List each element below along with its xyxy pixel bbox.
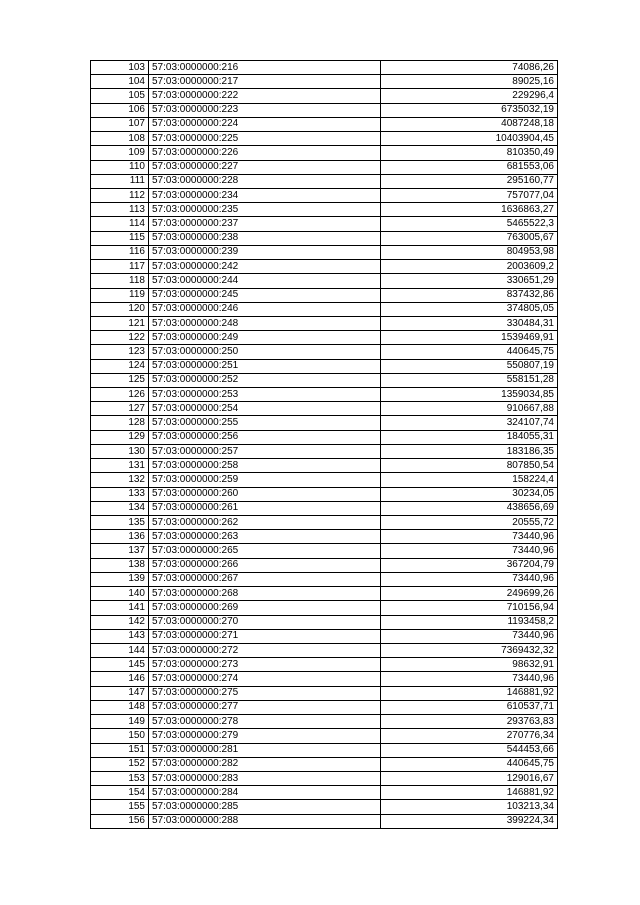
row-number-cell: 145: [91, 658, 149, 672]
cadastral-number-cell: 57:03:0000000:228: [149, 174, 381, 188]
table-row: [91, 402, 558, 416]
table-row: [91, 729, 558, 743]
table-row: [91, 487, 558, 501]
table-row: [91, 601, 558, 615]
row-number-cell: 150: [91, 729, 149, 743]
row-number-cell: 143: [91, 629, 149, 643]
cadastral-number-cell: 57:03:0000000:285: [149, 800, 381, 814]
cadastral-number-cell: 57:03:0000000:279: [149, 729, 381, 743]
row-number-cell: 131: [91, 459, 149, 473]
table-row: [91, 800, 558, 814]
row-number-cell: 119: [91, 288, 149, 302]
row-number-cell: 136: [91, 530, 149, 544]
row-number-cell: 140: [91, 587, 149, 601]
cadastral-number-cell: 57:03:0000000:234: [149, 188, 381, 202]
row-number-cell: 133: [91, 487, 149, 501]
value-cell: 184055,31: [381, 430, 558, 444]
table-row: [91, 672, 558, 686]
value-cell: 550807,19: [381, 359, 558, 373]
value-cell: 763005,67: [381, 231, 558, 245]
row-number-cell: 135: [91, 516, 149, 530]
row-number-cell: 116: [91, 245, 149, 259]
row-number-cell: 111: [91, 174, 149, 188]
cadastral-number-cell: 57:03:0000000:278: [149, 715, 381, 729]
value-cell: 293763,83: [381, 715, 558, 729]
value-cell: 330484,31: [381, 316, 558, 330]
value-cell: 146881,92: [381, 686, 558, 700]
row-number-cell: 121: [91, 316, 149, 330]
table-row: [91, 89, 558, 103]
row-number-cell: 149: [91, 715, 149, 729]
value-cell: 249699,26: [381, 587, 558, 601]
table-row: [91, 544, 558, 558]
cadastral-number-cell: 57:03:0000000:270: [149, 615, 381, 629]
cadastral-number-cell: 57:03:0000000:261: [149, 501, 381, 515]
table-row: [91, 359, 558, 373]
table-row: [91, 288, 558, 302]
value-cell: 73440,96: [381, 530, 558, 544]
value-cell: 73440,96: [381, 544, 558, 558]
cadastral-number-cell: 57:03:0000000:248: [149, 316, 381, 330]
value-cell: 7369432,32: [381, 643, 558, 657]
value-cell: 810350,49: [381, 146, 558, 160]
cadastral-number-cell: 57:03:0000000:242: [149, 260, 381, 274]
table-row: [91, 174, 558, 188]
row-number-cell: 105: [91, 89, 149, 103]
table-row: [91, 61, 558, 75]
table-row: [91, 643, 558, 657]
table-row: [91, 459, 558, 473]
cadastral-number-cell: 57:03:0000000:227: [149, 160, 381, 174]
value-cell: 4087248,18: [381, 117, 558, 131]
value-cell: 399224,34: [381, 814, 558, 828]
row-number-cell: 142: [91, 615, 149, 629]
value-cell: 98632,91: [381, 658, 558, 672]
table-row: [91, 416, 558, 430]
cadastral-number-cell: 57:03:0000000:216: [149, 61, 381, 75]
row-number-cell: 155: [91, 800, 149, 814]
value-cell: 910667,88: [381, 402, 558, 416]
row-number-cell: 106: [91, 103, 149, 117]
table-row: [91, 814, 558, 828]
row-number-cell: 107: [91, 117, 149, 131]
row-number-cell: 137: [91, 544, 149, 558]
row-number-cell: 147: [91, 686, 149, 700]
cadastral-number-cell: 57:03:0000000:275: [149, 686, 381, 700]
table-row: [91, 558, 558, 572]
value-cell: 229296,4: [381, 89, 558, 103]
value-cell: 30234,05: [381, 487, 558, 501]
value-cell: 440645,75: [381, 757, 558, 771]
row-number-cell: 110: [91, 160, 149, 174]
table-row: [91, 686, 558, 700]
cadastral-number-cell: 57:03:0000000:273: [149, 658, 381, 672]
cadastral-number-cell: 57:03:0000000:238: [149, 231, 381, 245]
cadastral-number-cell: 57:03:0000000:253: [149, 388, 381, 402]
table-row: [91, 430, 558, 444]
value-cell: 20555,72: [381, 516, 558, 530]
table-row: [91, 373, 558, 387]
table-row: [91, 743, 558, 757]
value-cell: 757077,04: [381, 188, 558, 202]
row-number-cell: 156: [91, 814, 149, 828]
value-cell: 710156,94: [381, 601, 558, 615]
value-cell: 129016,67: [381, 771, 558, 785]
value-cell: 807850,54: [381, 459, 558, 473]
cadastral-number-cell: 57:03:0000000:246: [149, 302, 381, 316]
cadastral-value-table: [90, 60, 558, 829]
row-number-cell: 123: [91, 345, 149, 359]
value-cell: 367204,79: [381, 558, 558, 572]
row-number-cell: 112: [91, 188, 149, 202]
cadastral-number-cell: 57:03:0000000:288: [149, 814, 381, 828]
table-row: [91, 103, 558, 117]
cadastral-number-cell: 57:03:0000000:254: [149, 402, 381, 416]
row-number-cell: 125: [91, 373, 149, 387]
value-cell: 330651,29: [381, 274, 558, 288]
value-cell: 5465522,3: [381, 217, 558, 231]
row-number-cell: 104: [91, 75, 149, 89]
table-row: [91, 757, 558, 771]
value-cell: 324107,74: [381, 416, 558, 430]
table-row: [91, 473, 558, 487]
table-row: [91, 245, 558, 259]
value-cell: 374805,05: [381, 302, 558, 316]
table-row: [91, 501, 558, 515]
value-cell: 558151,28: [381, 373, 558, 387]
table-row: [91, 316, 558, 330]
cadastral-number-cell: 57:03:0000000:224: [149, 117, 381, 131]
value-cell: 438656,69: [381, 501, 558, 515]
row-number-cell: 152: [91, 757, 149, 771]
row-number-cell: 120: [91, 302, 149, 316]
table-row: [91, 786, 558, 800]
row-number-cell: 139: [91, 572, 149, 586]
table-row: [91, 771, 558, 785]
value-cell: 74086,26: [381, 61, 558, 75]
row-number-cell: 114: [91, 217, 149, 231]
value-cell: 146881,92: [381, 786, 558, 800]
table-row: [91, 188, 558, 202]
table-row: [91, 75, 558, 89]
row-number-cell: 128: [91, 416, 149, 430]
table-row: [91, 117, 558, 131]
cadastral-number-cell: 57:03:0000000:249: [149, 331, 381, 345]
table-row: [91, 146, 558, 160]
row-number-cell: 109: [91, 146, 149, 160]
value-cell: 804953,98: [381, 245, 558, 259]
row-number-cell: 115: [91, 231, 149, 245]
value-cell: 1359034,85: [381, 388, 558, 402]
row-number-cell: 132: [91, 473, 149, 487]
table-body: [91, 61, 558, 829]
cadastral-number-cell: 57:03:0000000:283: [149, 771, 381, 785]
cadastral-number-cell: 57:03:0000000:223: [149, 103, 381, 117]
table-row: [91, 388, 558, 402]
row-number-cell: 148: [91, 700, 149, 714]
value-cell: 6735032,19: [381, 103, 558, 117]
table-row: [91, 231, 558, 245]
value-cell: 1539469,91: [381, 331, 558, 345]
cadastral-number-cell: 57:03:0000000:282: [149, 757, 381, 771]
table-row: [91, 260, 558, 274]
table-row: [91, 217, 558, 231]
table-row: [91, 203, 558, 217]
row-number-cell: 146: [91, 672, 149, 686]
table-row: [91, 160, 558, 174]
cadastral-number-cell: 57:03:0000000:258: [149, 459, 381, 473]
cadastral-number-cell: 57:03:0000000:281: [149, 743, 381, 757]
row-number-cell: 124: [91, 359, 149, 373]
table-row: [91, 516, 558, 530]
cadastral-number-cell: 57:03:0000000:237: [149, 217, 381, 231]
value-cell: 158224,4: [381, 473, 558, 487]
table-row: [91, 572, 558, 586]
table-row: [91, 658, 558, 672]
cadastral-number-cell: 57:03:0000000:252: [149, 373, 381, 387]
cadastral-number-cell: 57:03:0000000:272: [149, 643, 381, 657]
cadastral-number-cell: 57:03:0000000:255: [149, 416, 381, 430]
value-cell: 1193458,2: [381, 615, 558, 629]
cadastral-number-cell: 57:03:0000000:267: [149, 572, 381, 586]
row-number-cell: 122: [91, 331, 149, 345]
value-cell: 2003609,2: [381, 260, 558, 274]
value-cell: 10403904,45: [381, 132, 558, 146]
cadastral-number-cell: 57:03:0000000:265: [149, 544, 381, 558]
row-number-cell: 144: [91, 643, 149, 657]
row-number-cell: 129: [91, 430, 149, 444]
value-cell: 440645,75: [381, 345, 558, 359]
value-cell: 103213,34: [381, 800, 558, 814]
cadastral-number-cell: 57:03:0000000:266: [149, 558, 381, 572]
cadastral-number-cell: 57:03:0000000:226: [149, 146, 381, 160]
cadastral-number-cell: 57:03:0000000:245: [149, 288, 381, 302]
row-number-cell: 153: [91, 771, 149, 785]
cadastral-number-cell: 57:03:0000000:268: [149, 587, 381, 601]
value-cell: 270776,34: [381, 729, 558, 743]
cadastral-number-cell: 57:03:0000000:250: [149, 345, 381, 359]
value-cell: 295160,77: [381, 174, 558, 188]
cadastral-number-cell: 57:03:0000000:274: [149, 672, 381, 686]
cadastral-number-cell: 57:03:0000000:271: [149, 629, 381, 643]
cadastral-number-cell: 57:03:0000000:263: [149, 530, 381, 544]
value-cell: 544453,66: [381, 743, 558, 757]
value-cell: 89025,16: [381, 75, 558, 89]
row-number-cell: 126: [91, 388, 149, 402]
cadastral-number-cell: 57:03:0000000:239: [149, 245, 381, 259]
value-cell: 73440,96: [381, 672, 558, 686]
cadastral-number-cell: 57:03:0000000:225: [149, 132, 381, 146]
table-row: [91, 444, 558, 458]
table-row: [91, 615, 558, 629]
row-number-cell: 154: [91, 786, 149, 800]
row-number-cell: 118: [91, 274, 149, 288]
row-number-cell: 103: [91, 61, 149, 75]
row-number-cell: 127: [91, 402, 149, 416]
cadastral-number-cell: 57:03:0000000:217: [149, 75, 381, 89]
table-row: [91, 132, 558, 146]
value-cell: 610537,71: [381, 700, 558, 714]
row-number-cell: 117: [91, 260, 149, 274]
row-number-cell: 141: [91, 601, 149, 615]
table-row: [91, 530, 558, 544]
value-cell: 1636863,27: [381, 203, 558, 217]
table-row: [91, 715, 558, 729]
row-number-cell: 108: [91, 132, 149, 146]
row-number-cell: 138: [91, 558, 149, 572]
cadastral-number-cell: 57:03:0000000:244: [149, 274, 381, 288]
value-cell: 183186,35: [381, 444, 558, 458]
cadastral-number-cell: 57:03:0000000:235: [149, 203, 381, 217]
table-row: [91, 331, 558, 345]
cadastral-number-cell: 57:03:0000000:259: [149, 473, 381, 487]
value-cell: 73440,96: [381, 629, 558, 643]
row-number-cell: 113: [91, 203, 149, 217]
table-row: [91, 302, 558, 316]
cadastral-number-cell: 57:03:0000000:260: [149, 487, 381, 501]
table-row: [91, 274, 558, 288]
table-row: [91, 345, 558, 359]
table-row: [91, 587, 558, 601]
cadastral-number-cell: 57:03:0000000:262: [149, 516, 381, 530]
cadastral-number-cell: 57:03:0000000:256: [149, 430, 381, 444]
table-row: [91, 700, 558, 714]
cadastral-number-cell: 57:03:0000000:284: [149, 786, 381, 800]
row-number-cell: 130: [91, 444, 149, 458]
value-cell: 73440,96: [381, 572, 558, 586]
cadastral-number-cell: 57:03:0000000:257: [149, 444, 381, 458]
value-cell: 681553,06: [381, 160, 558, 174]
cadastral-number-cell: 57:03:0000000:222: [149, 89, 381, 103]
cadastral-number-cell: 57:03:0000000:269: [149, 601, 381, 615]
row-number-cell: 151: [91, 743, 149, 757]
row-number-cell: 134: [91, 501, 149, 515]
cadastral-number-cell: 57:03:0000000:251: [149, 359, 381, 373]
value-cell: 837432,86: [381, 288, 558, 302]
table-row: [91, 629, 558, 643]
cadastral-number-cell: 57:03:0000000:277: [149, 700, 381, 714]
